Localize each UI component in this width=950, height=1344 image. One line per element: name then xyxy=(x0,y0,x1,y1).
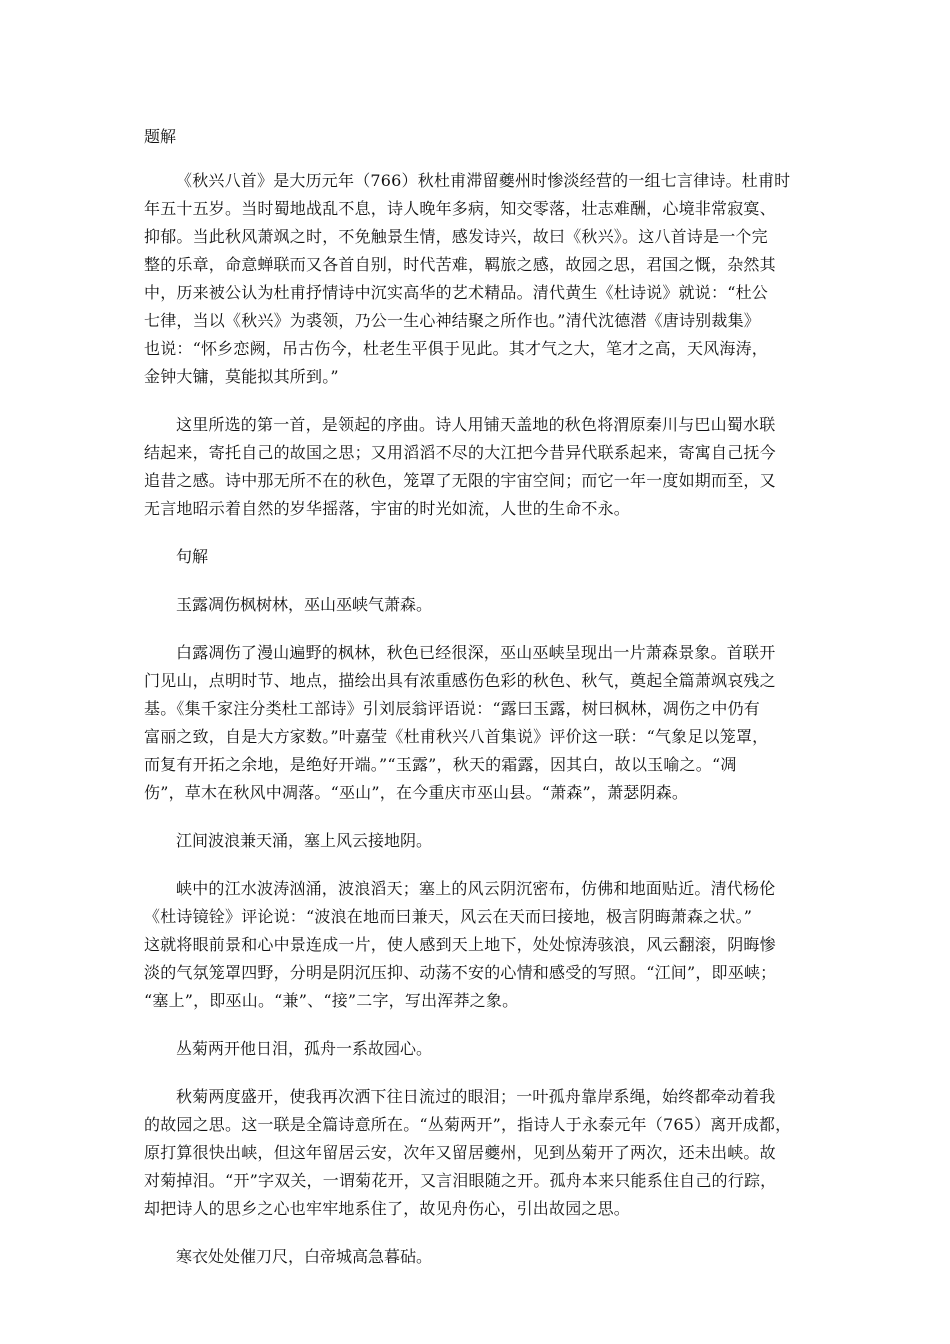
paragraph-line: “塞上”，即巫山。“兼”、“接”二字，写出浑莽之象。 xyxy=(144,991,519,1010)
paragraph-line: 伤”，草木在秋风中凋落。“巫山”，在今重庆市巫山县。“萧森”，萧瑟阴森。 xyxy=(144,783,689,802)
verse-explanation-2 xyxy=(144,875,804,1015)
paragraph-line: 秋菊两度盛开，使我再次洒下往日流过的眼泪；一叶孤舟靠岸系绳，始终都牵动着我 xyxy=(176,1087,776,1106)
paragraph-line: 却把诗人的思乡之心也牢牢地系住了，故见舟伤心，引出故园之思。 xyxy=(144,1199,631,1218)
section-subtitle: 句解 xyxy=(176,547,209,566)
paragraph-line: 年五十五岁。当时蜀地战乱不息，诗人晚年多病，知交零落，壮志难酬，心境非常寂寞、 xyxy=(144,199,776,218)
section-title: 题解 xyxy=(144,127,177,146)
verse-line-3: 丛菊两开他日泪，孤舟一系故园心。 xyxy=(176,1039,433,1058)
paragraph-line: 对菊掉泪。“开”字双关，一谓菊花开，又言泪眼随之开。孤舟本来只能系住自己的行踪， xyxy=(144,1171,777,1190)
paragraph-line: 整的乐章，命意蝉联而又各首自别，时代苦难，羁旅之感，故园之思，君国之慨，杂然其 xyxy=(144,255,776,274)
paragraph-line: 峡中的江水波涛汹涌，波浪滔天；塞上的风云阴沉密布，仿佛和地面贴近。清代杨伦 xyxy=(176,879,776,898)
paragraph-line: 金钟大镛，莫能拟其所到。” xyxy=(144,367,339,386)
intro-paragraph-1 xyxy=(144,167,804,391)
paragraph-line: 门见山，点明时节、地点，描绘出具有浓重感伤色彩的秋色、秋气，奠起全篇萧飒哀残之 xyxy=(144,671,776,690)
verse-line-2: 江间波浪兼天涌，塞上风云接地阴。 xyxy=(176,831,433,850)
paragraph-line: 结起来，寄托自己的故国之思；又用滔滔不尽的大江把今昔异代联系起来，寄寓自己抚今 xyxy=(144,443,776,462)
verse-line-4: 寒衣处处催刀尺，白帝城高急暮砧。 xyxy=(176,1247,433,1266)
paragraph-line: 七律，当以《秋兴》为裘领，乃公一生心神结聚之所作也。”清代沈德潜《唐诗别裁集》 xyxy=(144,311,760,330)
paragraph-line: 的故园之思。这一联是全篇诗意所在。“丛菊两开”，指诗人于永泰元年（765）离开成都， xyxy=(144,1115,792,1134)
paragraph-line: 淡的气氛笼罩四野，分明是阴沉压抑、动荡不安的心情和感受的写照。“江间”，即巫峡； xyxy=(144,963,777,982)
paragraph-line: 白露凋伤了漫山遍野的枫林，秋色已经很深，巫山巫峡呈现出一片萧森景象。首联开 xyxy=(176,643,776,662)
verse-explanation-3 xyxy=(144,1083,804,1223)
paragraph-line: 抑郁。当此秋风萧飒之时，不免触景生情，感发诗兴，故曰《秋兴》。这八首诗是一个完 xyxy=(144,227,768,246)
paragraph-line: 这里所选的第一首，是领起的序曲。诗人用铺天盖地的秋色将渭原秦川与巴山蜀水联 xyxy=(176,415,776,434)
paragraph-line: 这就将眼前景和心中景连成一片，使人感到天上地下，处处惊涛骇浪，风云翻滚，阴晦惨 xyxy=(144,935,776,954)
paragraph-line: 基。《集千家注分类杜工部诗》引刘辰翁评语说：“露曰玉露，树曰枫林，凋伤之中仍有 xyxy=(144,699,760,718)
paragraph-line: 《秋兴八首》是大历元年（766）秋杜甫滞留夔州时惨淡经营的一组七言律诗。杜甫时 xyxy=(176,171,791,190)
paragraph-line: 富丽之致，自是大方家数。”叶嘉莹《杜甫秋兴八首集说》评价这一联：“气象足以笼罩， xyxy=(144,727,769,746)
document-page xyxy=(144,123,804,1291)
verse-explanation-1 xyxy=(144,639,804,807)
paragraph-line: 原打算很快出峡，但这年留居云安，次年又留居夔州，见到丛菊开了两次，还未出峡。故 xyxy=(144,1143,776,1162)
paragraph-line: 也说：“怀乡恋阙，吊古伤今，杜老生平俱于见此。其才气之大，笔才之高，天风海涛， xyxy=(144,339,768,358)
verse-line-1: 玉露凋伤枫树林，巫山巫峡气萧森。 xyxy=(176,595,433,614)
paragraph-line: 而复有开拓之余地，是绝好开端。”“玉露”，秋天的霜露，因其白，故以玉喻之。“凋 xyxy=(144,755,737,774)
paragraph-line: 追昔之感。诗中那无所不在的秋色，笼罩了无限的宇宙空间；而它一年一度如期而至，又 xyxy=(144,471,776,490)
paragraph-line: 中，历来被公认为杜甫抒情诗中沉实高华的艺术精品。清代黄生《杜诗说》就说：“杜公 xyxy=(144,283,768,302)
paragraph-line: 《杜诗镜铨》评论说：“波浪在地而曰兼天，风云在天而曰接地，极言阴晦萧森之状。” xyxy=(144,907,753,926)
paragraph-line: 无言地昭示着自然的岁华摇落，宇宙的时光如流，人世的生命不永。 xyxy=(144,499,631,518)
intro-paragraph-2 xyxy=(144,411,804,523)
